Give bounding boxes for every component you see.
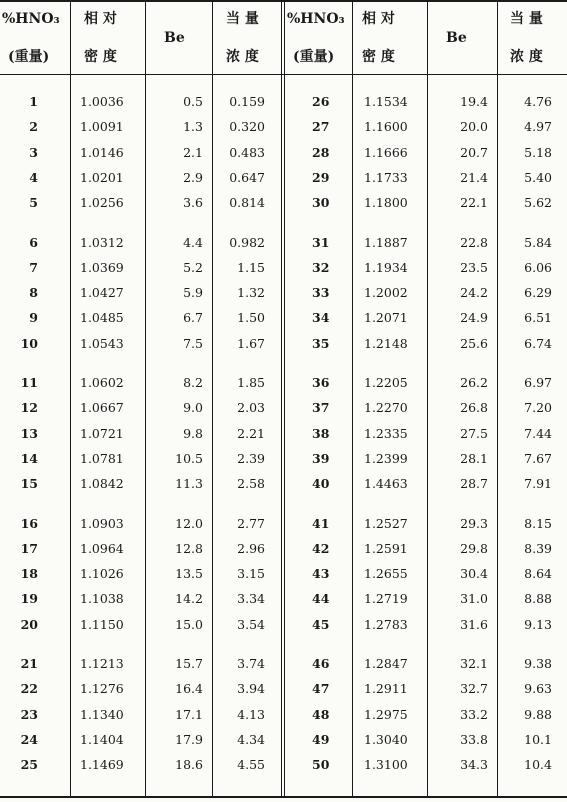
row-relative-density: 1.0543 (80, 335, 124, 351)
row-relative-density: 1.1340 (80, 706, 124, 722)
row-percent: 47 (312, 681, 330, 697)
row-baume: 22.1 (460, 195, 488, 211)
row-equivalent-conc: 8.15 (524, 515, 552, 531)
row-relative-density: 1.1404 (80, 731, 124, 747)
row-equivalent-conc: 8.39 (524, 540, 552, 556)
row-percent: 3 (29, 144, 38, 160)
row-equivalent-conc: 7.20 (524, 400, 552, 416)
row-relative-density: 1.0485 (80, 310, 124, 326)
row-relative-density: 1.0036 (80, 94, 124, 109)
row-relative-density: 1.2975 (364, 706, 408, 722)
row-percent: 7 (29, 259, 38, 275)
header-by-weight: (重量) (293, 49, 335, 65)
row-equivalent-conc: 2.39 (237, 450, 265, 466)
row-equivalent-conc: 9.63 (524, 681, 552, 697)
row-percent: 31 (312, 234, 330, 250)
row-baume: 30.4 (460, 566, 488, 582)
row-baume: 12.8 (175, 540, 203, 556)
row-baume: 14.2 (175, 591, 203, 607)
header-percent-hno3: %HNO₃ (287, 11, 345, 27)
row-equivalent-conc: 7.44 (524, 425, 552, 441)
row-relative-density: 1.1733 (364, 169, 408, 185)
row-percent: 48 (312, 706, 330, 722)
row-relative-density: 1.0256 (80, 195, 124, 211)
row-relative-density: 1.2847 (364, 656, 408, 671)
row-baume: 10.5 (175, 450, 203, 466)
row-baume: 0.5 (183, 94, 203, 109)
row-equivalent-conc: 0.159 (229, 94, 265, 109)
row-baume: 32.7 (460, 681, 488, 697)
row-percent: 13 (20, 425, 38, 441)
row-baume: 5.9 (183, 285, 203, 301)
header-relative: 相 对 (362, 11, 395, 27)
row-baume: 26.2 (460, 375, 488, 390)
header-concentration: 浓 度 (226, 49, 259, 65)
bottom-rule (0, 796, 567, 798)
row-baume: 9.8 (183, 425, 203, 441)
row-equivalent-conc: 6.74 (524, 335, 552, 351)
row-baume: 2.1 (183, 144, 203, 160)
row-percent: 16 (20, 515, 38, 531)
row-equivalent-conc: 2.03 (237, 400, 265, 416)
row-baume: 7.5 (183, 335, 203, 351)
row-baume: 24.2 (460, 285, 488, 301)
row-percent: 32 (312, 259, 330, 275)
row-relative-density: 1.0842 (80, 476, 124, 492)
row-baume: 20.7 (460, 144, 488, 160)
center-double-divider (284, 2, 285, 796)
header-density: 密 度 (362, 49, 395, 65)
row-equivalent-conc: 1.85 (237, 375, 265, 390)
header-density: 密 度 (84, 49, 117, 65)
row-equivalent-conc: 0.647 (229, 169, 265, 185)
row-percent: 40 (312, 476, 330, 492)
row-relative-density: 1.3040 (364, 731, 408, 747)
row-equivalent-conc: 5.40 (524, 169, 552, 185)
row-percent: 41 (312, 515, 330, 531)
row-baume: 16.4 (175, 681, 203, 697)
row-baume: 20.0 (460, 119, 488, 135)
row-baume: 28.1 (460, 450, 488, 466)
row-baume: 12.0 (175, 515, 203, 531)
row-equivalent-conc: 3.15 (237, 566, 265, 582)
row-percent: 17 (20, 540, 38, 556)
row-percent: 9 (29, 310, 38, 326)
header-percent-hno3: %HNO₃ (2, 11, 60, 27)
row-relative-density: 1.2270 (364, 400, 408, 416)
row-baume: 25.6 (460, 335, 488, 351)
row-equivalent-conc: 6.97 (524, 375, 552, 390)
row-percent: 5 (29, 195, 38, 211)
row-relative-density: 1.1026 (80, 566, 124, 582)
row-baume: 17.9 (175, 731, 203, 747)
row-percent: 11 (20, 375, 38, 390)
row-relative-density: 1.0369 (80, 259, 124, 275)
row-equivalent-conc: 0.320 (229, 119, 265, 135)
row-baume: 2.9 (183, 169, 203, 185)
row-relative-density: 1.0781 (80, 450, 124, 466)
header-by-weight: (重量) (8, 49, 50, 65)
row-percent: 26 (312, 94, 330, 109)
row-baume: 19.4 (460, 94, 488, 109)
row-percent: 22 (20, 681, 38, 697)
row-relative-density: 1.2783 (364, 616, 408, 632)
row-baume: 8.2 (183, 375, 203, 390)
row-percent: 36 (312, 375, 330, 390)
header-baume: Be (446, 30, 467, 46)
row-equivalent-conc: 0.982 (229, 234, 265, 250)
col-divider (497, 2, 498, 796)
row-baume: 13.5 (175, 566, 203, 582)
row-equivalent-conc: 5.18 (524, 144, 552, 160)
row-percent: 24 (20, 731, 38, 747)
row-baume: 5.2 (183, 259, 203, 275)
row-relative-density: 1.2002 (364, 285, 408, 301)
header-equivalent: 当 量 (226, 11, 259, 27)
row-equivalent-conc: 0.483 (229, 144, 265, 160)
row-baume: 18.6 (175, 757, 203, 773)
row-baume: 29.8 (460, 540, 488, 556)
row-relative-density: 1.1276 (80, 681, 124, 697)
row-baume: 31.0 (460, 591, 488, 607)
row-percent: 45 (312, 616, 330, 632)
row-percent: 23 (20, 706, 38, 722)
row-equivalent-conc: 4.13 (237, 706, 265, 722)
row-percent: 27 (312, 119, 330, 135)
row-equivalent-conc: 10.4 (524, 757, 552, 773)
row-percent: 37 (312, 400, 330, 416)
row-relative-density: 1.2911 (364, 681, 408, 697)
row-relative-density: 1.1469 (80, 757, 124, 773)
row-percent: 8 (29, 285, 38, 301)
row-relative-density: 1.2205 (364, 375, 408, 390)
col-divider (70, 2, 71, 796)
header-relative: 相 对 (84, 11, 117, 27)
row-percent: 20 (20, 616, 38, 632)
row-relative-density: 1.2591 (364, 540, 408, 556)
row-relative-density: 1.2527 (364, 515, 408, 531)
row-percent: 30 (312, 195, 330, 211)
row-percent: 1 (29, 94, 38, 109)
col-divider (352, 2, 353, 796)
row-relative-density: 1.0964 (80, 540, 124, 556)
row-relative-density: 1.1934 (364, 259, 408, 275)
row-baume: 32.1 (460, 656, 488, 671)
header-baume: Be (164, 30, 185, 46)
row-baume: 33.8 (460, 731, 488, 747)
row-equivalent-conc: 3.54 (237, 616, 265, 632)
row-relative-density: 1.0091 (80, 119, 124, 135)
row-relative-density: 1.2719 (364, 591, 408, 607)
row-percent: 18 (20, 566, 38, 582)
row-baume: 28.7 (460, 476, 488, 492)
row-relative-density: 1.0667 (80, 400, 124, 416)
row-relative-density: 1.0602 (80, 375, 124, 390)
row-percent: 35 (312, 335, 330, 351)
row-equivalent-conc: 3.94 (237, 681, 265, 697)
row-percent: 50 (312, 757, 330, 773)
row-baume: 15.0 (175, 616, 203, 632)
row-percent: 28 (312, 144, 330, 160)
header-concentration: 浓 度 (510, 49, 543, 65)
row-equivalent-conc: 9.88 (524, 706, 552, 722)
row-relative-density: 1.2071 (364, 310, 408, 326)
row-baume: 24.9 (460, 310, 488, 326)
row-percent: 15 (20, 476, 38, 492)
row-percent: 6 (29, 234, 38, 250)
row-equivalent-conc: 3.34 (237, 591, 265, 607)
row-equivalent-conc: 5.62 (524, 195, 552, 211)
row-percent: 10 (20, 335, 38, 351)
row-relative-density: 1.2335 (364, 425, 408, 441)
row-baume: 21.4 (460, 169, 488, 185)
row-baume: 26.8 (460, 400, 488, 416)
row-relative-density: 1.3100 (364, 757, 408, 773)
row-percent: 38 (312, 425, 330, 441)
row-equivalent-conc: 2.58 (237, 476, 265, 492)
row-equivalent-conc: 1.67 (237, 335, 265, 351)
row-baume: 34.3 (460, 757, 488, 773)
row-equivalent-conc: 8.88 (524, 591, 552, 607)
row-equivalent-conc: 3.74 (237, 656, 265, 671)
row-relative-density: 1.1534 (364, 94, 408, 109)
row-equivalent-conc: 6.51 (524, 310, 552, 326)
row-baume: 6.7 (183, 310, 203, 326)
row-percent: 4 (29, 169, 38, 185)
row-percent: 2 (29, 119, 38, 135)
header-equivalent: 当 量 (510, 11, 543, 27)
row-relative-density: 1.2148 (364, 335, 408, 351)
row-percent: 14 (20, 450, 38, 466)
row-percent: 46 (312, 656, 330, 671)
row-relative-density: 1.1800 (364, 195, 408, 211)
row-relative-density: 1.0312 (80, 234, 124, 250)
row-baume: 4.4 (183, 234, 203, 250)
row-baume: 11.3 (175, 476, 203, 492)
row-relative-density: 1.1038 (80, 591, 124, 607)
row-percent: 44 (312, 591, 330, 607)
row-percent: 42 (312, 540, 330, 556)
row-percent: 21 (20, 656, 38, 671)
row-percent: 49 (312, 731, 330, 747)
row-relative-density: 1.1666 (364, 144, 408, 160)
row-baume: 23.5 (460, 259, 488, 275)
row-baume: 22.8 (460, 234, 488, 250)
row-baume: 3.6 (183, 195, 203, 211)
row-equivalent-conc: 5.84 (524, 234, 552, 250)
row-percent: 29 (312, 169, 330, 185)
row-percent: 39 (312, 450, 330, 466)
row-equivalent-conc: 1.15 (237, 259, 265, 275)
row-baume: 9.0 (183, 400, 203, 416)
row-equivalent-conc: 6.06 (524, 259, 552, 275)
row-equivalent-conc: 4.76 (524, 94, 552, 109)
row-baume: 27.5 (460, 425, 488, 441)
row-relative-density: 1.1213 (80, 656, 124, 671)
row-equivalent-conc: 4.34 (237, 731, 265, 747)
row-relative-density: 1.2655 (364, 566, 408, 582)
row-equivalent-conc: 4.97 (524, 119, 552, 135)
row-percent: 12 (20, 400, 38, 416)
row-equivalent-conc: 7.91 (524, 476, 552, 492)
row-relative-density: 1.0903 (80, 515, 124, 531)
row-relative-density: 1.1600 (364, 119, 408, 135)
row-relative-density: 1.0201 (80, 169, 124, 185)
row-equivalent-conc: 4.55 (237, 757, 265, 773)
row-equivalent-conc: 2.96 (237, 540, 265, 556)
row-baume: 15.7 (175, 656, 203, 671)
row-equivalent-conc: 7.67 (524, 450, 552, 466)
row-relative-density: 1.0427 (80, 285, 124, 301)
row-baume: 29.3 (460, 515, 488, 531)
row-equivalent-conc: 2.21 (237, 425, 265, 441)
row-equivalent-conc: 8.64 (524, 566, 552, 582)
row-baume: 31.6 (460, 616, 488, 632)
row-equivalent-conc: 10.1 (524, 731, 552, 747)
row-relative-density: 1.1887 (364, 234, 408, 250)
row-equivalent-conc: 9.13 (524, 616, 552, 632)
row-percent: 33 (312, 285, 330, 301)
row-baume: 17.1 (175, 706, 203, 722)
row-relative-density: 1.0721 (80, 425, 124, 441)
row-relative-density: 1.2399 (364, 450, 408, 466)
row-equivalent-conc: 6.29 (524, 285, 552, 301)
row-baume: 1.3 (183, 119, 203, 135)
row-relative-density: 1.4463 (364, 476, 408, 492)
row-equivalent-conc: 1.50 (237, 310, 265, 326)
row-equivalent-conc: 9.38 (524, 656, 552, 671)
row-baume: 33.2 (460, 706, 488, 722)
row-percent: 25 (20, 757, 38, 773)
row-percent: 19 (20, 591, 38, 607)
row-relative-density: 1.0146 (80, 144, 124, 160)
center-double-divider (281, 2, 282, 796)
row-equivalent-conc: 0.814 (229, 195, 265, 211)
row-percent: 43 (312, 566, 330, 582)
row-equivalent-conc: 2.77 (237, 515, 265, 531)
row-equivalent-conc: 1.32 (237, 285, 265, 301)
row-percent: 34 (312, 310, 330, 326)
row-relative-density: 1.1150 (80, 616, 124, 632)
